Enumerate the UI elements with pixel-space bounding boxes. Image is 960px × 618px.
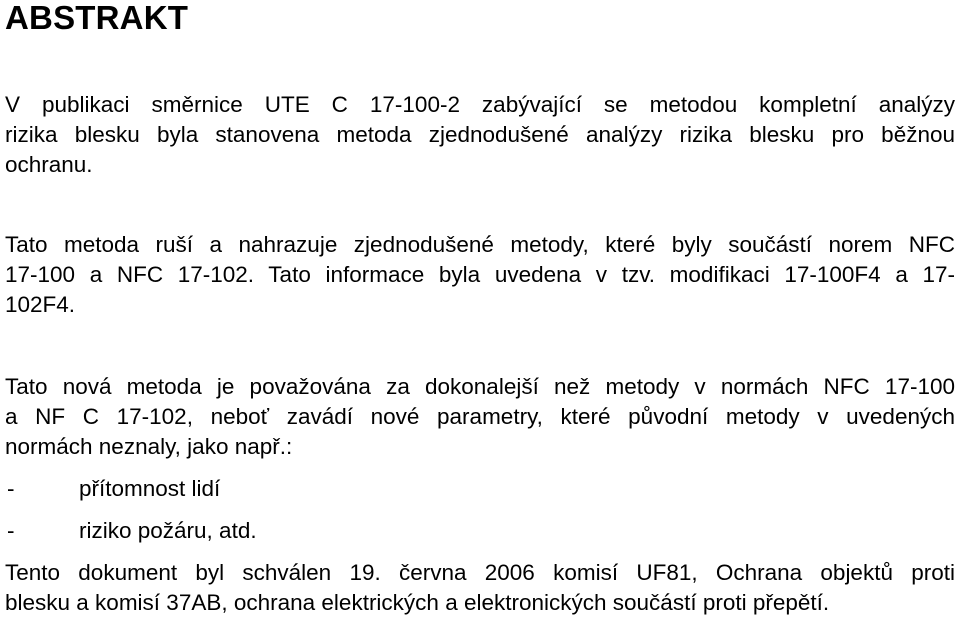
paragraph-new-method (5, 372, 955, 462)
paragraph-line: Tato nová metoda je považována za dokonalejší než metody v normách NFC 17-100 (5, 374, 955, 399)
paragraph-approval (5, 558, 955, 618)
paragraph-line: 17-100 a NFC 17-102. Tato informace byla uvedena v tzv. modifikaci 17-100F4 a 17- (5, 262, 955, 287)
list-bullet: - (7, 476, 15, 501)
list-item-text: přítomnost lidí (79, 476, 221, 501)
paragraph-line: Tento dokument byl schválen 19. června 2006 komisí UF81, Ochrana objektů proti (5, 560, 955, 585)
paragraph-line: rizika blesku byla stanovena metoda zjednodušené analýzy rizika blesku pro běžnou (5, 122, 955, 147)
paragraph-line: a NF C 17-102, neboť zavádí nové parametry, které původní metody v uvedených (5, 404, 955, 429)
paragraph-line: 102F4. (5, 292, 76, 317)
paragraph-replacement (5, 230, 955, 320)
paragraph-line: Tato metoda ruší a nahrazuje zjednodušené metody, které byly součástí norem NFC (5, 232, 955, 257)
paragraph-line: normách neznaly, jako např.: (5, 434, 293, 459)
paragraph-line: ochranu. (5, 152, 93, 177)
paragraph-line: V publikaci směrnice UTE C 17-100-2 zabývající se metodou kompletní analýzy (5, 92, 955, 117)
paragraph-line: blesku a komisí 37AB, ochrana elektrických a elektronických součástí proti přepětí. (5, 590, 830, 615)
list-bullet: - (7, 518, 15, 543)
document-heading: ABSTRAKT (5, 0, 189, 36)
list-item-text: riziko požáru, atd. (79, 518, 257, 543)
paragraph-intro (5, 90, 955, 180)
